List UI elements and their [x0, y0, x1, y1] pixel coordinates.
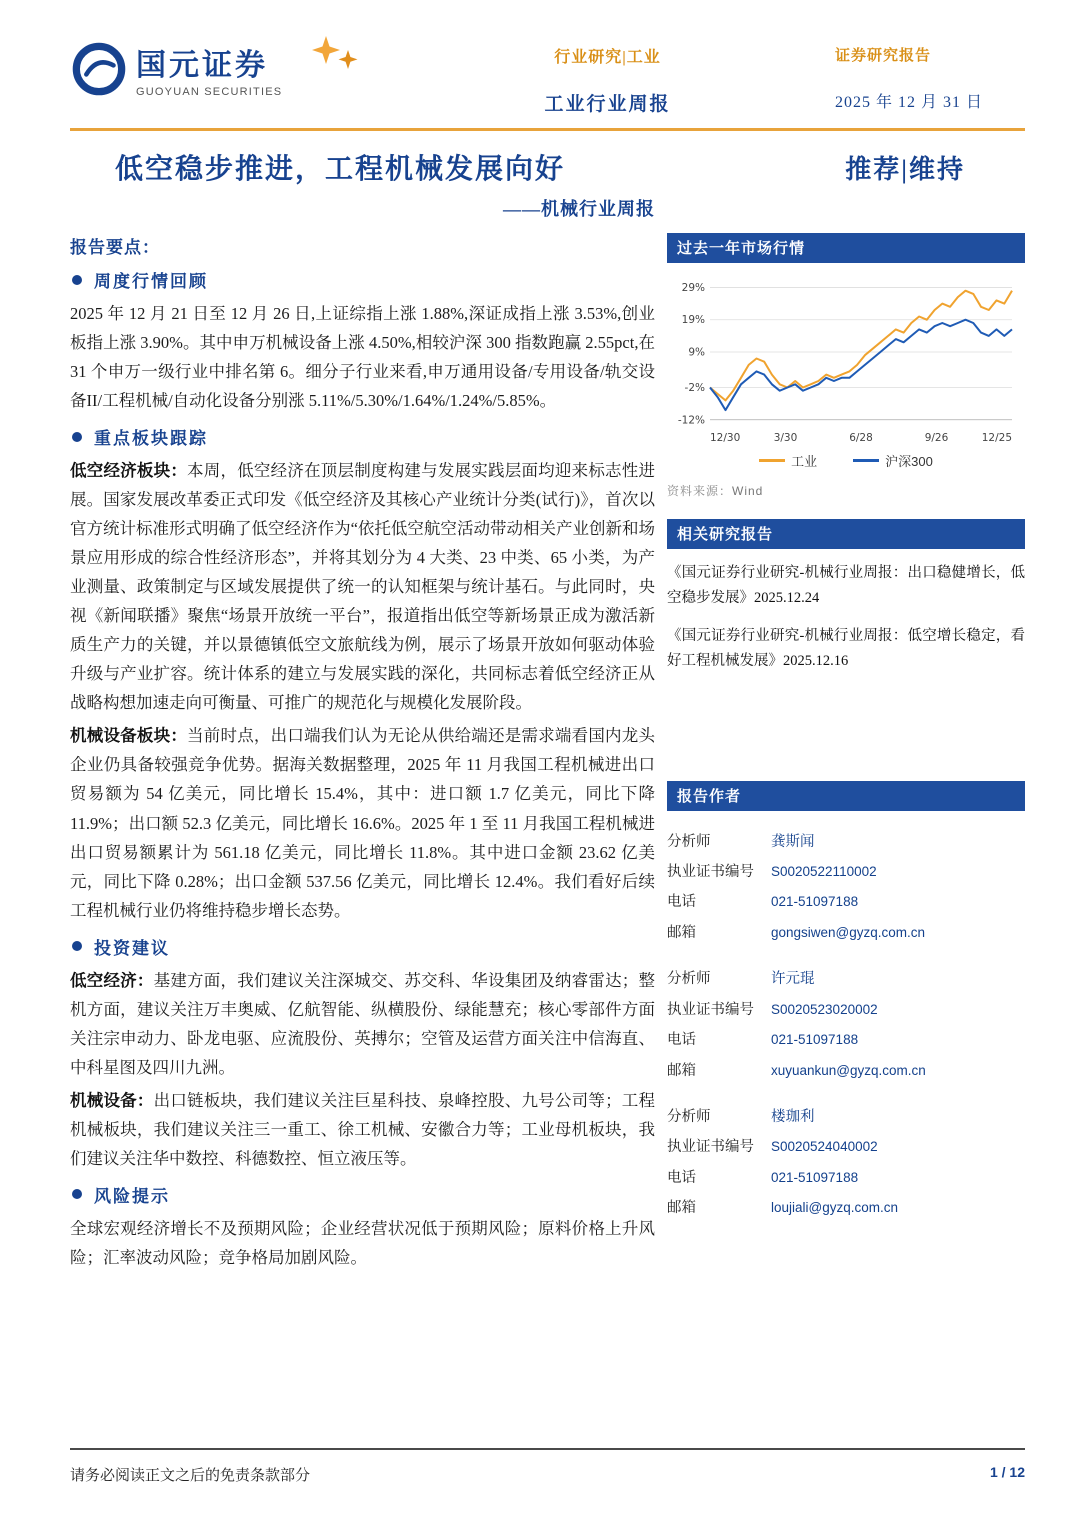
sidebar [667, 233, 1025, 1276]
footer-row [70, 1464, 1025, 1485]
header-center [380, 26, 835, 116]
page-header [70, 26, 1025, 116]
analyst-email-row [667, 1056, 1025, 1086]
svg-text:9%: 9% [688, 346, 705, 359]
brand-text [136, 40, 282, 98]
analyst-cert: S0020522110002 [771, 863, 877, 879]
svg-text:3/30: 3/30 [773, 432, 798, 444]
field-label: 分析师 [667, 971, 711, 988]
svg-text:19%: 19% [681, 314, 705, 327]
market-chart [667, 263, 1025, 499]
keypoints-label: 报告要点： [70, 238, 160, 257]
svg-text:12/25: 12/25 [981, 432, 1012, 444]
analyst-name-row [667, 1102, 1025, 1132]
footer-divider [70, 1448, 1025, 1450]
guoyuan-logo-icon [70, 40, 128, 98]
section-heading-risk [70, 1182, 655, 1207]
source-label: 资料来源： [667, 484, 733, 498]
header-right [835, 26, 1025, 112]
svg-text:-2%: -2% [684, 382, 705, 394]
page-number: 1 / 12 [989, 1464, 1025, 1480]
brand-name-en: GUOYUAN SECURITIES [136, 86, 283, 98]
analyst-email: loujiali@gyzq.com.cn [771, 1200, 899, 1216]
section-heading-label: 风险提示 [94, 1186, 170, 1206]
analyst-email: gongsiwen@gyzq.com.cn [771, 924, 926, 940]
sparkle-icon [308, 34, 360, 74]
analyst-block [667, 827, 1025, 949]
analyst-block [667, 964, 1025, 1086]
analyst-name: 龚斯闻 [771, 833, 815, 850]
paragraph-text: 当前时点，出口端我们认为无论从供给端还是需求端看国内龙头企业仍具备较强竞争优势。据海关数据整理，2025 年 11 月我国工程机械进出口贸易额为 54 亿美元，同比增长 15.4%，其中：进口额 1.7 亿美元，同比下降 11.9%；出口额 52.3 亿美元，同比增长 16.6%。2025 年 1 至 11 月我国工程机械进出口贸易额累计为 561.18 亿美元，同比增长 11.8%。其中进口金额 23.62 亿美元，同比下降 0.28%；出口金额 537.56 亿美元，同比增长 12.4%。我们看好后续工程机械行业仍将维持稳步增长态势。 [70, 726, 656, 920]
report-subtitle: ——机械行业周报 [503, 199, 655, 219]
bullet-icon [72, 432, 82, 442]
legend-label: 工业 [791, 454, 818, 469]
paragraph-text: 本周，低空经济在顶层制度构建与发展实践层面均迎来标志性进展。国家发展改革委正式印发《低空经济及其核心产业统计分类(试行)》，首次以官方统计标准形式明确了低空经济作为“依托低空航空活动带动相关产业创新和场景应用形成的综合性经济形态”，并将其划分为 4 大类、23 中类、65 小类，为产业测量、政策制定与区域发展提供了统一的认知框架与统计基石。与此同时，央视《新闻联播》聚焦“场景开放统一平台”，报道指出低空等新场景正成为激活新质生产力的关键，并以景德镇低空文旅航线为例，展示了场景开放如何驱动体验升级与产业扩容。统计体系的建立与发展实践的深化，共同标志着低空经济正从战略构想加速走向可衡量、可推广的规范化与规模化发展阶段。 [70, 461, 656, 713]
section-heading-weekly-review [70, 267, 655, 292]
source-value: Wind [732, 484, 764, 498]
content-columns [70, 233, 1025, 1276]
analyst-cert: S0020523020002 [771, 1001, 878, 1017]
paragraph-weekly-review: 2025 年 12 月 21 日至 12 月 26 日,上证综指上涨 1.88%,深证成指上涨 3.53%,创业板指上涨 3.90%。其中申万机械设备上涨 4.50%,相较沪深 300 指数跑赢 2.55pct,在 31 个申万一级行业中排名第 6。细分子行业来看,申万通用设备/专用设备/轨交设备II/工程机械/自动化设备分别涨 5.11%/5.30%/1.64%/1.24%/5.85%。 [70, 304, 655, 411]
sidebar-header-market: 过去一年市场行情 [667, 233, 1025, 263]
analyst-cert-row [667, 857, 1025, 887]
analyst-name: 楼珈利 [771, 1109, 815, 1125]
paragraph-lead: 低空经济板块： [70, 461, 188, 481]
field-label: 邮箱 [667, 924, 696, 941]
analyst-phone: 021-51097188 [771, 1032, 859, 1048]
field-label: 执业证书编号 [667, 1001, 754, 1018]
market-chart-svg [670, 271, 1022, 449]
analyst-name: 许元琨 [771, 971, 815, 988]
svg-text:-12%: -12% [677, 414, 705, 427]
analyst-name-row [667, 964, 1025, 994]
doc-type: 证券研究报告 [835, 48, 932, 64]
field-label: 电话 [667, 1032, 696, 1049]
page-footer [70, 1448, 1025, 1485]
bullet-icon [72, 1189, 82, 1199]
legend-line-icon [759, 459, 785, 462]
analyst-cert-row [667, 1132, 1025, 1162]
field-label: 邮箱 [667, 1200, 696, 1217]
report-title: 低空稳步推进，工程机械发展向好 [115, 154, 566, 185]
paragraph-advice-lowalt [70, 966, 655, 1082]
paragraph-text: 出口链板块，我们建议关注巨星科技、泉峰控股、九号公司等；工程机械板块，我们建议关注三一重工、徐工机械、安徽合力等；工业母机板块，我们建议关注华中数控、科德数控、恒立液压等。 [70, 1090, 656, 1168]
title-row [70, 147, 1025, 187]
rating-badge: 推荐|维持 [845, 155, 965, 184]
section-heading-label: 投资建议 [94, 938, 170, 958]
svg-text:6/28: 6/28 [849, 432, 873, 444]
legend-label: 沪深300 [885, 454, 933, 469]
legend-item-industry [759, 451, 817, 470]
footer-disclaimer: 请务必阅读正文之后的免责条款部分 [70, 1468, 311, 1484]
analyst-phone-row [667, 887, 1025, 917]
section-heading-investment-advice [70, 934, 655, 959]
brand-logo [70, 26, 380, 98]
data-source [667, 482, 1025, 499]
field-label: 电话 [667, 894, 696, 911]
chart-legend [667, 451, 1025, 470]
svg-text:29%: 29% [681, 281, 705, 294]
bullet-icon [72, 275, 82, 285]
paragraph-text: 基建方面，我们建议关注深城交、苏交科、华设集团及纳睿雷达；整机方面，建议关注万丰奥威、亿航智能、纵横股份、绿能慧充；核心零部件方面关注宗申动力、卧龙电驱、应流股份、英搏尔；空管及运营方面关注中信海直、中科星图及四川九洲。 [70, 970, 656, 1077]
paragraph-lead: 机械设备： [70, 1090, 154, 1110]
related-report: 《国元证券行业研究-机械行业周报：低空增长稳定，看好工程机械发展》2025.12.16 [667, 627, 1025, 670]
report-date: 2025 年 12 月 31 日 [835, 94, 984, 111]
analyst-email-row [667, 1193, 1025, 1223]
related-report: 《国元证券行业研究-机械行业周报：出口稳健增长，低空稳步发展》2025.12.24 [667, 565, 1025, 607]
paragraph-lowalt-sector [70, 456, 655, 717]
sidebar-header-authors: 报告作者 [667, 781, 1025, 811]
field-label: 邮箱 [667, 1062, 696, 1079]
paragraph-advice-machinery [70, 1086, 655, 1173]
report-category: 行业研究|工业 [554, 49, 661, 66]
field-label: 执业证书编号 [667, 1139, 754, 1156]
svg-text:12/30: 12/30 [710, 432, 741, 444]
paragraph-risk: 全球宏观经济增长不及预期风险；企业经营状况低于预期风险；原料价格上升风险；汇率波动风险；竞争格局加剧风险。 [70, 1218, 655, 1267]
analyst-phone: 021-51097188 [771, 1169, 859, 1185]
analyst-email: xuyuankun@gyzq.com.cn [771, 1062, 926, 1078]
bullet-icon [72, 941, 82, 951]
paragraph-lead: 机械设备板块： [70, 726, 188, 746]
section-heading-label: 重点板块跟踪 [94, 429, 208, 449]
legend-item-hs300 [853, 451, 933, 470]
analyst-phone: 021-51097188 [771, 894, 859, 910]
report-type: 工业行业周报 [544, 94, 671, 115]
section-heading-label: 周度行情回顾 [94, 272, 208, 291]
analyst-cert: S0020524040002 [771, 1139, 878, 1155]
main-column [70, 233, 655, 1276]
sidebar-header-related: 相关研究报告 [667, 519, 1025, 549]
analyst-cert-row [667, 995, 1025, 1025]
field-label: 分析师 [667, 1109, 711, 1125]
analyst-email-row [667, 918, 1025, 948]
header-divider [70, 128, 1025, 131]
paragraph-lead: 低空经济： [70, 970, 154, 990]
analyst-name-row [667, 827, 1025, 857]
field-label: 执业证书编号 [667, 863, 754, 880]
field-label: 分析师 [667, 833, 711, 850]
analyst-phone-row [667, 1025, 1025, 1055]
analyst-block [667, 1102, 1025, 1224]
section-heading-key-sectors [70, 424, 655, 449]
legend-line-icon [853, 459, 879, 462]
analyst-phone-row [667, 1163, 1025, 1193]
svg-text:9/26: 9/26 [924, 432, 949, 444]
field-label: 电话 [667, 1169, 696, 1186]
brand-name-cn: 国元证券 [136, 49, 268, 82]
paragraph-machinery-sector [70, 721, 655, 924]
